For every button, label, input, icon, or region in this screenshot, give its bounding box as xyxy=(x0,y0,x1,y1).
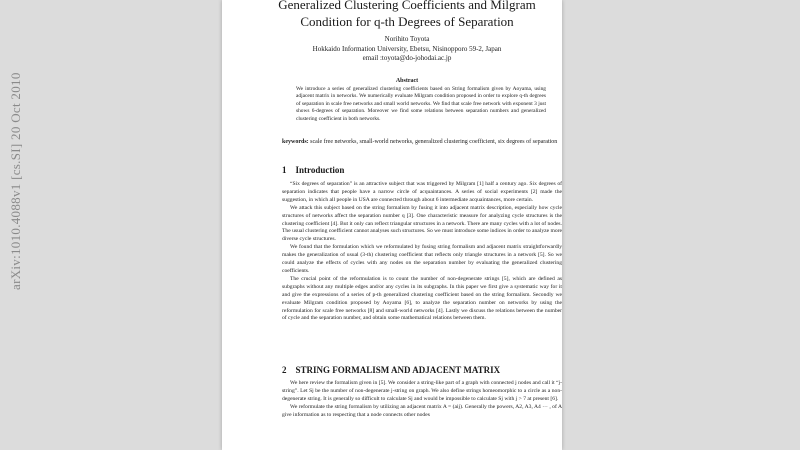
section-2-number: 2 xyxy=(282,365,287,375)
abstract-text: We introduce a series of generalized clustering coefficients based on String formalism given by Aoyama, using adjacent matrix in networks. We numerically evaluate Milgram condition proposed in order to explore q-th degrees of separation in scale free networks and small world networks. We find that scale free network with exponent 3 just shows 6-degrees of separation. Moreover we find some relations between separation numbers and generalized clustering coefficient in both networks. xyxy=(296,86,546,122)
paragraph: We found that the formulation which we reformulated by fusing string formalism and adjacent matrix straightforwardly makes the generalization of usual (3-th) clustering coefficient that reflects only triangle structures in a network [5]. So we could analyze the effects of cycles with any nodes on the separation number by evaluating the generalized clustering coefficients. xyxy=(282,244,562,274)
section-2-title: STRING FORMALISM AND ADJACENT MATRIX xyxy=(295,365,501,375)
paragraph: We attack this subject based on the string formalism by fusing it into adjacent matrix description, especially how cycle structures of networks affect the separation number q [3]. One characteristic measure for analyzing cycle structures is the clustering coefficient [4]. But it only can reflect triangular structures in a network. There are many cycles with a lot of nodes. The usual clustering coefficient cannot analyses such structures. So we must introduce some indices in order to analyze more diverse cycle structures. xyxy=(282,204,562,243)
section-1-body xyxy=(282,181,562,323)
section-2-heading xyxy=(282,365,562,375)
arxiv-stamp: arXiv:1010.4088v1 [cs.SI] 20 Oct 2010 xyxy=(8,72,23,290)
paragraph: “Six degrees of separation” is an attractive subject that was triggered by Milgram [1] half a century ago. Six degrees of separation indicates that people have a narrow circle of acquaintances. A series of social experiments [2] made the suggestion, in which all people in USA are connected through about 6 intermediate acquaintances, more certain. xyxy=(282,181,562,203)
section-1-number: 1 xyxy=(282,165,287,175)
paragraph: The crucial point of the reformulation is to count the number of non-degenerate strings [5], which are defined as subgraphs without any multiple edges and/or any cycles in its subgraphs. In this paper we first give a systematic way for it and give the expressions of a series of p-th generalized clustering coefficient based on the string formalism. Secondly we evaluate Milgram condition proposed by Aoyama [6], to analyze the separation number on networks by using the reformulation for scale free networks [8] and small-world networks [4]. Lastly we discuss the relations between the number of cycle and the separation number, and obtain some mathematical relations between them. xyxy=(282,275,562,322)
section-1-heading xyxy=(282,165,562,175)
paragraph: We reformulate the string formalism by utilizing an adjacent matrix A = (aij). Generally the powers, A2, A3, A4 ··· , of A give information as to respecting that a node connects other nodes xyxy=(282,403,562,418)
section-1-title: Introduction xyxy=(295,165,345,175)
keywords-label: keywords: xyxy=(282,139,309,145)
paper-title: Generalized Clustering Coefficients and Milgram Condition for q-th Degrees of Separation xyxy=(278,0,536,29)
author-block xyxy=(252,35,562,64)
paper-page xyxy=(222,0,562,450)
abstract-heading: Abstract xyxy=(395,78,419,84)
section-2-body xyxy=(282,380,562,420)
paragraph: We here review the formalism given in [5]. We consider a string-like part of a graph with connected j nodes and call it “j-string”. Let Sj be the number of non-degenerate j-string on graph. We also define strings homeomorphic to a circle as a non-degenerate string. It is generally so difficult to calculate Sj and would be impossible to calculate Sj with j > 7 at present [6]. xyxy=(282,380,562,402)
author-email: email :toyota@do-johodai.ac.jp xyxy=(362,54,452,62)
keywords xyxy=(282,138,562,147)
author-affiliation: Hokkaido Information University, Ebetsu, Nisinopporo 59-2, Japan xyxy=(312,44,502,53)
keywords-text: scale free networks, small-world networks, generalized clustering coefficient, six degrees of separation xyxy=(310,139,558,145)
author-name: Norihito Toyota xyxy=(384,35,430,43)
